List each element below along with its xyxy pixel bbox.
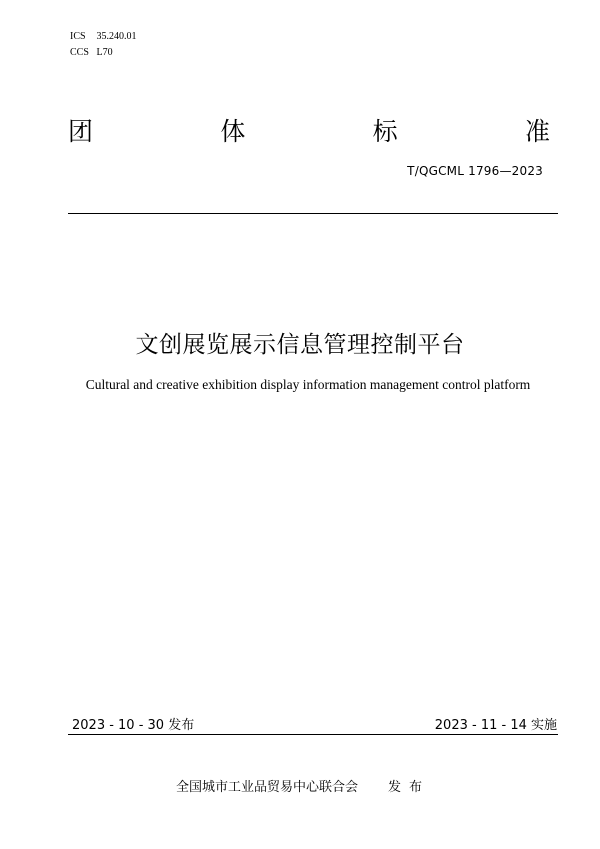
document-category-title bbox=[68, 112, 550, 152]
title-char-4: 准 bbox=[524, 117, 550, 146]
implement-date: 2023 - 11 - 14 实施 bbox=[434, 718, 557, 733]
bottom-divider bbox=[68, 734, 558, 735]
ccs-label: CCS bbox=[70, 47, 89, 58]
title-char-3: 标 bbox=[372, 117, 398, 146]
standard-number: T/QGCML 1796—2023 bbox=[407, 164, 543, 178]
top-divider bbox=[68, 213, 558, 214]
ics-value: 35.240.01 bbox=[96, 31, 137, 42]
ccs-code bbox=[70, 47, 113, 59]
release-date: 2023 - 10 - 30 发布 bbox=[72, 718, 195, 733]
ics-label: ICS bbox=[70, 31, 86, 42]
ics-code bbox=[70, 31, 137, 43]
publisher-name: 全国城市工业品贸易中心联合会 bbox=[176, 780, 359, 795]
document-title-en: Cultural and creative exhibition display information management control platform bbox=[85, 377, 531, 392]
title-char-1: 团 bbox=[68, 117, 94, 146]
document-title-cn: 文创展览展示信息管理控制平台 bbox=[135, 332, 465, 358]
title-char-2: 体 bbox=[220, 117, 246, 146]
publish-action: 发布 bbox=[388, 780, 431, 795]
publisher-line bbox=[176, 776, 430, 795]
ccs-value: L70 bbox=[96, 47, 113, 58]
